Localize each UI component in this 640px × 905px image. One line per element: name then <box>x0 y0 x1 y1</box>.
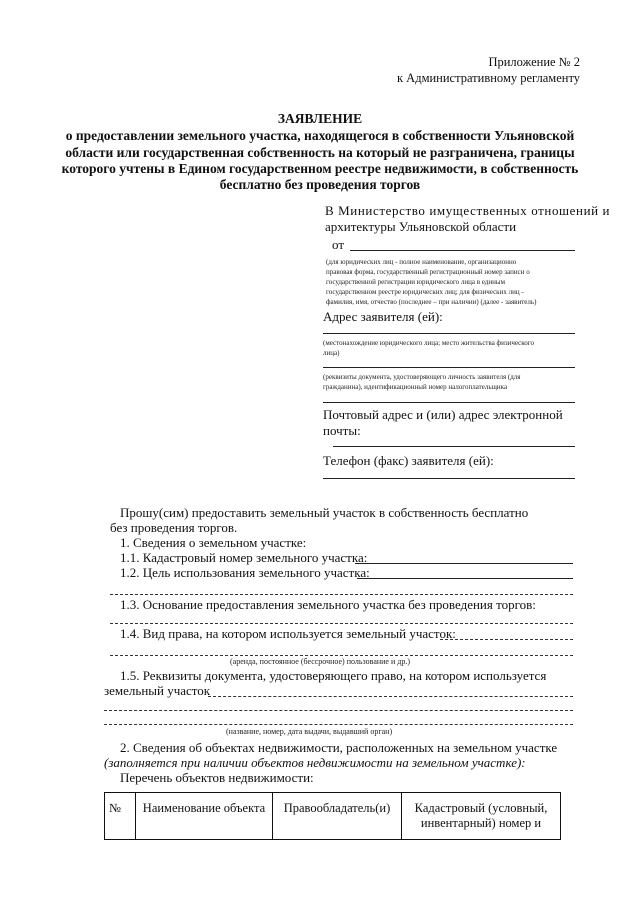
phone-field[interactable] <box>323 478 575 479</box>
phone-label: Телефон (факс) заявителя (ей): <box>323 453 494 468</box>
legal-note-1: (для юридических лиц - полное наименование, организационно <box>326 258 517 266</box>
recipient-line-2: архитектуры Ульяновской области <box>325 219 517 234</box>
right-type-note: (аренда, постоянное (бессрочное) пользование и др.) <box>230 657 410 666</box>
requisites-field-2[interactable] <box>323 402 575 403</box>
table-header-row <box>105 793 561 840</box>
legal-note-2: правовая форма, государственный регистрационный номер записи о <box>326 268 530 276</box>
purpose-field-2[interactable] <box>110 594 573 595</box>
appendix-line-2: к Административному регламенту <box>396 71 580 85</box>
postal-label-1: Почтовый адрес и (или) адрес электронной <box>323 407 563 422</box>
legal-note-5: фамилия, имя, отчество (последнее – при наличии) (далее - заявитель) <box>326 298 537 306</box>
legal-note-3: государственной регистрации юридического лица в единым <box>326 278 505 286</box>
objects-table <box>104 792 561 840</box>
section-1-1-label: 1.1. Кадастровый номер земельного участка: <box>120 550 368 565</box>
col-owner: Правообладатель(и) <box>273 793 402 840</box>
requisites-note-1: (реквизиты документа, удостоверяющего личность заявителя (для <box>323 373 521 381</box>
objects-list-label: Перечень объектов недвижимости: <box>120 770 314 785</box>
title-line-1: о предоставлении земельного участка, находящегося в собственности Ульяновской <box>65 128 575 143</box>
section-1-4-label: 1.4. Вид права, на котором используется земельный участок: <box>120 626 456 641</box>
section-1-3-label: 1.3. Основание предоставления земельного участка без проведения торгов: <box>120 597 536 612</box>
document-field-3[interactable] <box>104 724 573 725</box>
section-2-line-1: 2. Сведения об объектах недвижимости, расположенных на земельном участке <box>120 740 558 755</box>
document-field[interactable] <box>208 696 573 697</box>
request-line-2: без проведения торгов. <box>110 520 238 535</box>
right-type-field[interactable] <box>440 639 573 640</box>
section-1-2-label: 1.2. Цель использования земельного участка: <box>120 565 370 580</box>
requisites-field[interactable] <box>323 367 575 368</box>
requisites-note-2: гражданина), идентификационный номер налогоплательщика <box>323 383 508 391</box>
col-object-name: Наименование объекта <box>136 793 273 840</box>
address-field[interactable] <box>323 333 575 334</box>
purpose-field[interactable] <box>357 578 573 579</box>
legal-note-4: государственном реестре юридических лиц; для физических лиц - <box>326 288 524 296</box>
recipient-line-1: В Министерство имущественных отношений и <box>325 203 611 218</box>
right-type-field-2[interactable] <box>110 655 573 656</box>
address-label: Адрес заявителя (ей): <box>323 309 443 324</box>
title-line-3: которого учтены в Едином государственном реестре недвижимости, в собственность <box>61 161 579 176</box>
from-label: от <box>332 237 345 252</box>
section-2-line-2: (заполняется при наличии объектов недвижимости на земельном участке): <box>104 755 526 770</box>
document-field-2[interactable] <box>104 710 573 711</box>
section-1-5-line-1: 1.5. Реквизиты документа, удостоверяющего право, на котором используется <box>120 668 547 683</box>
col-cadastral: Кадастровый (условный, инвентарный) номер и <box>402 793 561 840</box>
address-note-1: (местонахождение юридического лица; место жительства физического <box>323 339 535 347</box>
document-title: ЗАЯВЛЕНИЕ <box>277 111 363 126</box>
cadastral-number-field[interactable] <box>355 563 573 564</box>
request-line-1: Прошу(сим) предоставить земельный участок в собственность бесплатно <box>120 505 529 520</box>
document-note: (название, номер, дата выдачи, выдавший орган) <box>226 727 393 736</box>
section-1-heading: 1. Сведения о земельном участке: <box>120 535 307 550</box>
title-line-4: бесплатно без проведения торгов <box>219 177 421 192</box>
appendix-line-1: Приложение № 2 <box>488 55 580 69</box>
from-field[interactable] <box>350 250 575 251</box>
address-note-2: лица) <box>323 349 340 357</box>
title-line-2: области или государственная собственность на который не разграничена, границы <box>65 145 575 160</box>
section-1-5-line-2: земельный участок <box>104 683 211 698</box>
basis-field[interactable] <box>110 623 573 624</box>
col-number: № <box>105 793 136 840</box>
postal-field[interactable] <box>333 446 575 447</box>
postal-label-2: почты: <box>323 423 361 438</box>
